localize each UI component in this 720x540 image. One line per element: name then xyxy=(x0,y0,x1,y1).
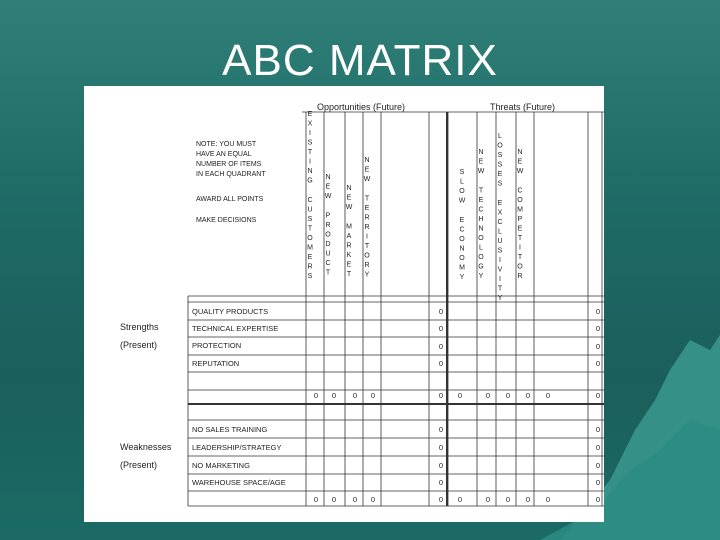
threat-column-header-letter: E xyxy=(478,158,484,166)
row-total-cell: 0 xyxy=(438,425,443,434)
weaknesses-sublabel: (Present) xyxy=(120,460,158,470)
threat-column-header-letter: C xyxy=(517,187,523,195)
column-total-cell: 0 xyxy=(313,495,319,504)
opportunity-column-header-letter: T xyxy=(325,269,331,277)
opportunity-column-header-letter: E xyxy=(364,166,370,174)
column-total-cell: 0 xyxy=(313,391,319,400)
opportunity-column-header-letter: S xyxy=(307,216,313,223)
opportunity-column-header-letter: N xyxy=(325,174,331,181)
threat-column-header-letter: I xyxy=(499,257,501,264)
threat-column-header-letter: L xyxy=(498,133,502,140)
opportunity-column-header-letter: N xyxy=(346,185,352,192)
row-total-cell: 0 xyxy=(438,359,443,368)
threat-column-header-letter: W xyxy=(516,168,524,175)
threat-column-header-letter: E xyxy=(517,225,523,233)
column-total-cell: 0 xyxy=(505,391,511,400)
threat-column-header-letter: O xyxy=(517,197,523,204)
row-total-cell: 0 xyxy=(438,443,443,452)
threat-column-header-letter: T xyxy=(497,285,503,293)
column-total-cell: 0 xyxy=(438,391,443,400)
opportunity-column-header-letter: E xyxy=(364,205,370,212)
threat-column-header-letter: Y xyxy=(478,273,484,280)
row-total-cell: 0 xyxy=(438,478,443,487)
note-line: MAKE DECISIONS xyxy=(196,217,257,224)
threat-column-header-letter: S xyxy=(497,161,503,169)
row-total-cell: 0 xyxy=(595,342,600,351)
threat-column-header-letter: S xyxy=(459,169,465,176)
opportunity-column-header-letter: R xyxy=(364,214,370,222)
threat-column-header-letter: T xyxy=(517,254,523,261)
threat-column-header-letter: E xyxy=(478,197,484,204)
opportunity-column-header-letter: T xyxy=(364,243,370,250)
weakness-row-label: NO SALES TRAINING xyxy=(192,425,268,434)
opportunity-column-header-letter: C xyxy=(307,197,313,204)
opportunity-column-header-letter: N xyxy=(364,157,370,164)
threat-column-header-letter: O xyxy=(517,263,523,271)
opportunity-column-header-letter: R xyxy=(364,224,370,231)
strength-row-label: PROTECTION xyxy=(192,341,242,350)
opportunity-column-header-letter: K xyxy=(346,252,352,259)
threat-column-header-letter: O xyxy=(459,236,465,243)
column-total-cell: 0 xyxy=(545,495,551,504)
opportunity-column-header-letter: A xyxy=(346,233,352,240)
opportunity-column-header-letter: T xyxy=(346,271,352,278)
threat-column-header-letter: C xyxy=(459,226,465,234)
row-total-cell: 0 xyxy=(438,342,443,351)
threat-column-header-letter: L xyxy=(460,178,464,186)
strength-row-label: TECHNICAL EXPERTISE xyxy=(192,324,279,333)
opportunities-header: Opportunities (Future) xyxy=(317,102,406,112)
opportunity-column-header-letter: R xyxy=(325,222,331,229)
threat-column-header-letter: W xyxy=(477,168,485,175)
row-total-cell: 0 xyxy=(595,443,600,452)
opportunity-column-header-letter: M xyxy=(307,244,313,252)
weakness-row-label: WAREHOUSE SPACE/AGE xyxy=(192,478,286,487)
opportunity-column-header-letter: T xyxy=(307,149,313,156)
opportunity-column-header-letter: O xyxy=(307,235,313,242)
threat-column-header-letter: C xyxy=(478,206,484,214)
threat-column-header-letter: W xyxy=(458,197,466,205)
weaknesses-label: Weaknesses xyxy=(120,442,172,452)
column-total-cell: 0 xyxy=(370,495,376,504)
threat-column-header-letter: O xyxy=(478,235,484,242)
weakness-row-label: NO MARKETING xyxy=(192,461,250,470)
column-total-cell: 0 xyxy=(352,495,358,504)
row-total-cell: 0 xyxy=(438,461,443,470)
threat-column-header-letter: O xyxy=(459,255,465,262)
matrix-svg xyxy=(84,86,604,522)
threat-column-header-letter: U xyxy=(497,238,503,245)
threat-column-header-letter: Y xyxy=(459,274,465,281)
opportunity-column-header-letter: G xyxy=(307,177,313,185)
row-total-cell: 0 xyxy=(438,324,443,333)
row-total-cell: 0 xyxy=(595,307,600,316)
threats-header: Threats (Future) xyxy=(490,102,556,112)
note-line: IN EACH QUADRANT xyxy=(196,171,266,178)
column-headers xyxy=(307,111,524,302)
threat-column-header-letter: V xyxy=(497,266,503,274)
column-total-cell: 0 xyxy=(505,495,511,504)
threat-column-header-letter: E xyxy=(517,158,523,166)
threat-column-header-letter: N xyxy=(478,149,484,156)
opportunity-column-header-letter: P xyxy=(325,212,331,220)
opportunity-column-header-letter: O xyxy=(364,252,370,260)
opportunity-column-header-letter: W xyxy=(324,193,332,200)
column-total-cell: 0 xyxy=(457,495,463,504)
strengths-label: Strengths xyxy=(120,322,159,332)
opportunity-column-header-letter: W xyxy=(363,176,371,183)
column-total-cell: 0 xyxy=(485,391,491,400)
column-total-cell: 0 xyxy=(331,495,337,504)
strengths-sublabel: (Present) xyxy=(120,340,158,350)
opportunity-column-header-letter: E xyxy=(325,183,331,191)
note-line: HAVE AN EQUAL xyxy=(196,151,252,158)
matrix-sheet xyxy=(84,86,604,522)
opportunity-column-header-letter: R xyxy=(307,263,313,271)
column-total-cell: 0 xyxy=(485,495,491,504)
opportunity-column-header-letter: O xyxy=(325,231,331,239)
opportunity-column-header-letter: I xyxy=(309,158,311,166)
threat-column-header-letter: I xyxy=(499,276,501,283)
note-line: NOTE: YOU MUST xyxy=(196,141,257,148)
threat-column-header-letter: M xyxy=(459,264,465,272)
threat-column-header-letter: N xyxy=(517,149,523,156)
opportunity-column-header-letter: N xyxy=(307,168,313,175)
threat-column-header-letter: T xyxy=(517,235,523,242)
column-total-cell: 0 xyxy=(545,391,551,400)
threat-column-header-letter: S xyxy=(497,152,503,159)
opportunity-column-header-letter: T xyxy=(307,225,313,233)
threat-column-header-letter: I xyxy=(519,244,521,252)
opportunity-column-header-letter: S xyxy=(307,273,313,280)
opportunity-column-header-letter: R xyxy=(364,262,370,269)
opportunity-column-header-letter: C xyxy=(325,260,331,267)
threat-column-header-letter: E xyxy=(497,200,503,207)
slide-title: ABC MATRIX xyxy=(222,36,498,85)
threat-column-header-letter: E xyxy=(497,171,503,178)
threat-column-header-letter: P xyxy=(517,216,523,223)
opportunity-column-header-letter: D xyxy=(325,241,331,248)
threat-column-header-letter: C xyxy=(497,219,503,226)
opportunity-column-header-letter: U xyxy=(325,250,331,258)
row-total-cell: 0 xyxy=(595,461,600,470)
column-total-cell: 0 xyxy=(352,391,358,400)
opportunity-column-header-letter: I xyxy=(366,233,368,241)
row-total-cell: 0 xyxy=(595,478,600,487)
note-line: AWARD ALL POINTS xyxy=(196,196,264,203)
opportunity-column-header-letter: I xyxy=(309,130,311,137)
threat-column-header-letter: L xyxy=(498,228,502,236)
threat-column-header-letter: N xyxy=(478,225,484,233)
opportunity-column-header-letter: M xyxy=(346,223,352,231)
column-total-cell: 0 xyxy=(438,495,443,504)
score-cells xyxy=(314,307,600,504)
opportunity-column-header-letter: S xyxy=(307,139,313,147)
threat-column-header-letter: E xyxy=(459,217,465,224)
column-total-cell: 0 xyxy=(331,391,337,400)
note-line: NUMBER OF ITEMS xyxy=(196,161,262,168)
threat-column-header-letter: S xyxy=(497,247,503,255)
threat-column-header-letter: O xyxy=(478,254,484,261)
column-total-cell: 0 xyxy=(525,391,531,400)
row-total-cell: 0 xyxy=(595,324,600,333)
row-total-cell: 0 xyxy=(595,425,600,434)
column-total-cell: 0 xyxy=(595,391,600,400)
threat-column-header-letter: X xyxy=(497,209,503,217)
opportunity-column-header-letter: U xyxy=(307,206,313,214)
column-total-cell: 0 xyxy=(595,495,600,504)
column-total-cell: 0 xyxy=(370,391,376,400)
opportunity-column-header-letter: R xyxy=(346,242,352,250)
threat-column-header-letter: M xyxy=(517,206,523,214)
opportunity-column-header-letter: X xyxy=(307,120,313,128)
weakness-row-label: LEADERSHIP/STRATEGY xyxy=(192,443,282,452)
threat-column-header-letter: R xyxy=(517,273,523,280)
opportunity-column-header-letter: E xyxy=(307,111,313,118)
threat-column-header-letter: O xyxy=(497,142,503,150)
opportunity-column-header-letter: E xyxy=(346,261,352,269)
row-total-cell: 0 xyxy=(438,307,443,316)
column-total-cell: 0 xyxy=(525,495,531,504)
opportunity-column-header-letter: E xyxy=(307,254,313,261)
threat-column-header-letter: O xyxy=(459,188,465,195)
threat-column-header-letter: Y xyxy=(497,295,503,302)
column-total-cell: 0 xyxy=(457,391,463,400)
notes xyxy=(196,141,266,224)
opportunity-column-header-letter: T xyxy=(364,195,370,203)
threat-column-header-letter: N xyxy=(459,245,465,253)
threat-column-header-letter: T xyxy=(478,187,484,195)
strength-row-label: REPUTATION xyxy=(192,359,240,368)
opportunity-column-header-letter: Y xyxy=(364,271,370,279)
threat-column-header-letter: H xyxy=(478,216,484,223)
opportunity-column-header-letter: W xyxy=(345,204,353,211)
threat-column-header-letter: L xyxy=(479,244,483,252)
threat-column-header-letter: S xyxy=(497,180,503,188)
row-total-cell: 0 xyxy=(595,359,600,368)
strength-row-label: QUALITY PRODUCTS xyxy=(192,307,269,316)
threat-column-header-letter: G xyxy=(478,263,484,271)
opportunity-column-header-letter: E xyxy=(346,194,352,202)
